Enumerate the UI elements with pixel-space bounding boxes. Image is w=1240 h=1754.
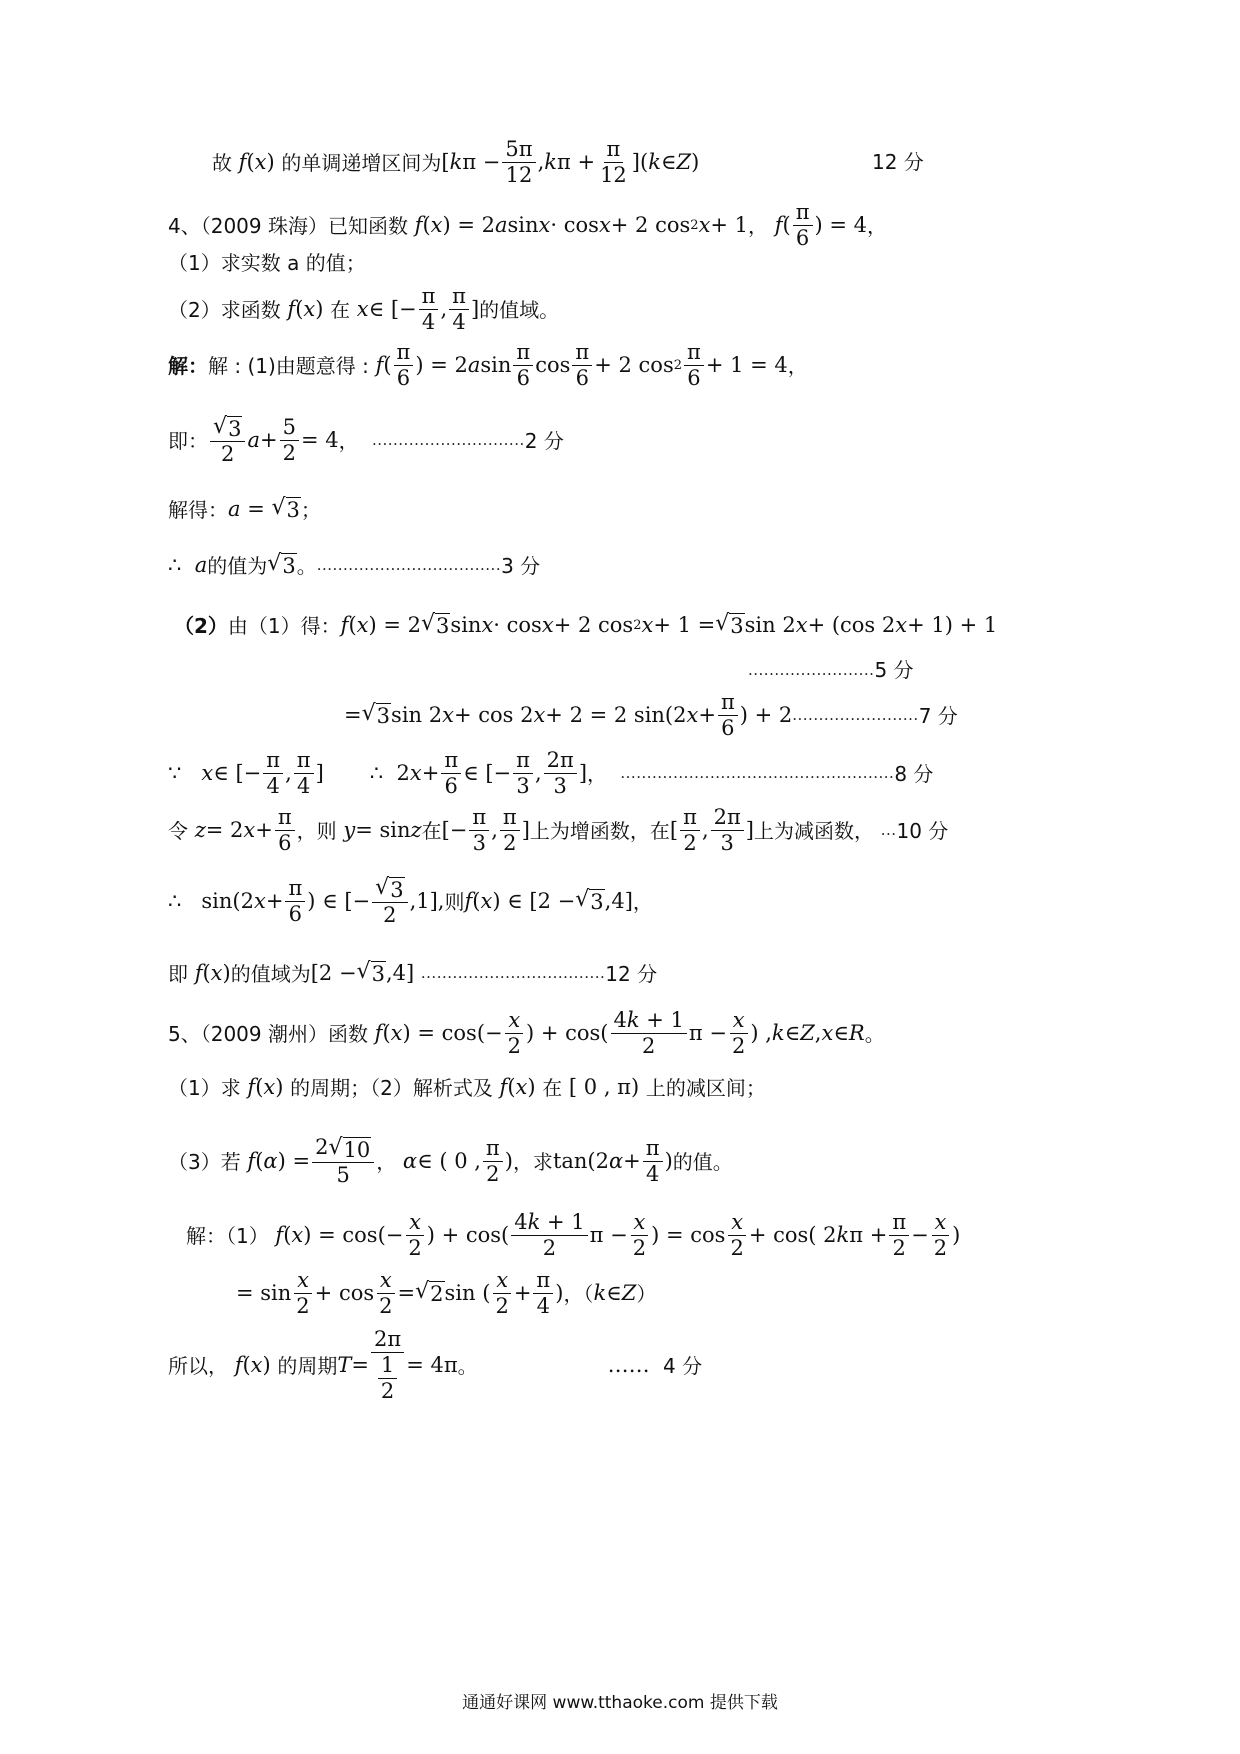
- solution-5-line-2: = sin $\frac{x}{2}$ + cos $\frac{x}{2}$ = √ 2 sin ( $\frac{x}{2}$ + $\frac{\pi}{4}$ ) ，（ k ∈ Z ）: [236, 1268, 657, 1319]
- footer: 通通好课网 www.tthaoke.com 提供下载: [462, 1693, 778, 1713]
- score-5: 5 分: [874, 658, 914, 682]
- solution-equation: 即： √ 3 2 a + $\frac{5}{2}$ = 4 ， ............................. 2 分: [168, 414, 564, 467]
- question-5-part-3: （3）若 f ( α ) = 2 √ 10 5 ， α ∈ ( 0 , $\frac{\pi}{2}$ ) ，求 tan(2 α + $\frac{\pi}{4}$ ) 的值。: [168, 1135, 733, 1188]
- score-12: 12 分: [872, 150, 924, 174]
- line-increasing-interval: 故 f ( x ) 的单调递增区间为 [ k π − $\frac{5\pi}{12}$ , k π + $\frac{\pi}{12}$ ]( k ∈ Z ): [212, 137, 700, 188]
- solution-simplify: = √ 3 sin 2 x + cos 2 x + 2 = 2 sin(2 x + $\frac{\pi}{6}$ ) + 2 ........................ 7 分: [344, 690, 958, 741]
- solution-range-x: ∵ x ∈ [− $\frac{\pi}{4}$ , $\frac{\pi}{4}$ ] ∴ 2 x + $\frac{\pi}{6}$ ∈ [− $\frac{\pi}{3}$ , $\frac{2\pi}{3}$ ] ， .................................................... 8 分: [168, 748, 934, 799]
- score-10: 10 分: [896, 818, 949, 843]
- solution-sin-range: ∴ sin(2 x + $\frac{\pi}{6}$ ) ∈ [− √ 3 2 ,1], 则 f ( x ) ∈ [2 − √ 3 ,4] ，: [168, 875, 653, 928]
- solution-part-2: （2） 由（1）得： f ( x ) = 2 √ 3 sin x · cos x + 2 cos 2 x + 1 = √ 3 sin 2 x + (cos 2 x + 1) + 1: [174, 611, 998, 638]
- score-12b: 12 分: [605, 961, 658, 986]
- solution-let-z: 令 z = 2 x + $\frac{\pi}{6}$ ，则 y = sin z 在 [− $\frac{\pi}{3}$ , $\frac{\pi}{2}$ ] 上为增函数，在 [ $\frac{\pi}{2}$ , $\frac{2\pi}{3}$ ] 上为减函数， ... 10 分: [168, 805, 949, 856]
- score-3: 3 分: [501, 553, 541, 578]
- question-5-parts-1-2: （1）求 f ( x ) 的周期；（2）解析式及 f ( x ) 在 [ 0 , π) 上的减区间；: [168, 1075, 766, 1100]
- score-8: 8 分: [894, 761, 934, 786]
- solution-5-period: 所以， f ( x ) 的周期 T = $\frac{2\pi}{\frac{1}{2}}$ = 4π 。 …… 4 分: [168, 1327, 703, 1404]
- score-line-5: ........................ 5 分: [748, 658, 914, 682]
- score-2: 2 分: [524, 428, 564, 453]
- question-4-part-1: （1）求实数 a 的值；: [168, 251, 366, 275]
- question-5: 5、（2009 潮州）函数 f ( x ) = cos(− $\frac{x}{2}$ ) + cos( $\frac{4k + 1}{2}$ π − $\frac{x}{2}$ ) , k ∈ Z , x ∈ R 。: [168, 1008, 885, 1059]
- solution-head: 解： 解 : (1)由题意得 : f ( $\frac{\pi}{6}$ ) = 2 a sin $\frac{\pi}{6}$ cos $\frac{\pi}{6}$ + 2 cos 2 $\frac{\pi}{6}$ + 1 = 4 ，: [168, 340, 808, 391]
- score-7: 7 分: [918, 703, 958, 728]
- solution-a-value: ∴ a 的值为 √ 3 。 ................................... 3 分: [168, 551, 541, 578]
- text: 故: [212, 150, 232, 175]
- score-4: 4 分: [662, 1353, 703, 1378]
- solution-value-range: 即 f ( x ) 的值域为 [2 − √ 3 ,4] ................................... 12 分: [168, 959, 658, 986]
- question-4-part-2: （2）求函数 f ( x ) 在 x ∈ [− $\frac{\pi}{4}$ , $\frac{\pi}{4}$ ] 的值域。: [168, 284, 560, 335]
- question-4: 4、（2009 珠海）已知函数 f ( x ) = 2 a sin x · cos x + 2 cos 2 x + 1 ， f ( $\frac{\pi}{6}$ ) = 4 ，: [168, 200, 888, 251]
- solution-a: 解得： a = √ 3 ；: [168, 495, 321, 522]
- text: 的单调递增区间为: [281, 150, 442, 175]
- solution-5-line-1: 解：（1） f ( x ) = cos(− $\frac{x}{2}$ ) + cos( $\frac{4k + 1}{2}$ π − $\frac{x}{2}$ ) = cos $\frac{x}{2}$ + cos( 2 k π + $\frac{\pi}{2}$ − $\frac{x}{2}$ ): [186, 1210, 961, 1261]
